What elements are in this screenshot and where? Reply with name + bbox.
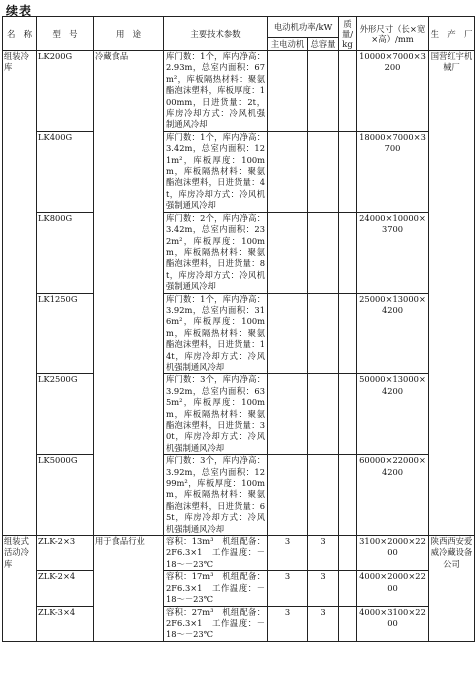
header-power: 电动机功率/kW [268, 17, 339, 38]
mass-cell [339, 606, 357, 641]
power-main-cell [268, 131, 308, 212]
params-cell: 容积：27m³ 机组配备：2F6.3×1 工作温度：－18～－23℃ [164, 606, 268, 641]
table-row [3, 51, 475, 132]
group2-maker: 陕西西安爱威冷藏设备公司 [429, 536, 475, 642]
dims-cell: 60000×22000×4200 [357, 455, 429, 536]
model-cell: ZLK-2×3 [37, 536, 94, 571]
power-main-cell [268, 51, 308, 132]
power-total-cell: 3 [308, 606, 339, 641]
table-row [3, 293, 475, 374]
mass-cell [339, 571, 357, 606]
power-total-cell [308, 293, 339, 374]
params-cell: 容积：13m³ 机组配备：2F6.3×1 工作温度：－18～－23℃ [164, 536, 268, 571]
table-row [3, 536, 475, 571]
dims-cell: 18000×7000×3700 [357, 131, 429, 212]
power-main-cell [268, 212, 308, 293]
mass-cell [339, 293, 357, 374]
model-cell: LK800G [37, 212, 94, 293]
continued-label: 续表 [6, 4, 33, 18]
group1-use: 冷藏食品 [94, 51, 164, 536]
header-model: 型 号 [37, 17, 94, 51]
power-total-cell [308, 51, 339, 132]
group1-name: 组装冷库 [3, 51, 37, 536]
power-total-cell [308, 212, 339, 293]
mass-cell [339, 374, 357, 455]
params-cell: 库门数：1个，库内净高：3.92m，总室内面积：316m²，库板厚度：100mm，库板隔热材料：聚氨酯泡沫塑料，日进货量：14t，库房冷却方式：冷风机强制通风冷却 [164, 293, 268, 374]
header-maker: 生 产 厂 [429, 17, 475, 51]
group2-use: 用于食品行业 [94, 536, 164, 642]
params-cell: 容积：17m³ 机组配备：2F6.3×1 工作温度：－18～－23℃ [164, 571, 268, 606]
table-row [3, 455, 475, 536]
power-main-cell [268, 293, 308, 374]
params-cell: 库门数：1个，库内净高：2.93m，总室内面积：67m²，库板隔热材料：聚氨酯泡沫塑料，库板厚度：100mm，日进货量：2t，库房冷却方式：冷风机强制通风冷却 [164, 51, 268, 132]
dims-cell: 3100×2000×2200 [357, 536, 429, 571]
power-total-cell: 3 [308, 571, 339, 606]
dims-cell: 24000×10000×3700 [357, 212, 429, 293]
header-name: 名 称 [3, 17, 37, 51]
params-cell: 库门数：2个，库内净高：3.42m，总室内面积：232m²，库板厚度：100mm，库板隔热材料：聚氨酯泡沫塑料，日进货量：8t，库房冷却方式：冷风机强制通风冷却 [164, 212, 268, 293]
model-cell: LK5000G [37, 455, 94, 536]
model-cell: LK400G [37, 131, 94, 212]
model-cell: ZLK-2×4 [37, 571, 94, 606]
table-row [3, 571, 475, 606]
header-params: 主要技术参数 [164, 17, 268, 51]
power-total-cell [308, 131, 339, 212]
mass-cell [339, 51, 357, 132]
dims-cell: 50000×13000×4200 [357, 374, 429, 455]
table-row [3, 212, 475, 293]
params-cell: 库门数：1个，库内净高：3.42m，总室内面积：121m²，库板厚度：100mm，库板隔热材料：聚氨酯泡沫塑料，日进货量：4t，库房冷却方式：冷风机强制通风冷却 [164, 131, 268, 212]
power-total-cell [308, 455, 339, 536]
mass-cell [339, 536, 357, 571]
model-cell: LK200G [37, 51, 94, 132]
model-cell: LK2500G [37, 374, 94, 455]
dims-cell: 4000×3100×2200 [357, 606, 429, 641]
power-main-cell [268, 374, 308, 455]
params-cell: 库门数：3个，库内净高：3.92m，总室内面积：635m²，库板厚度：100mm，库板隔热材料：聚氨酯泡沫塑料，日进货量：30t，库房冷却方式：冷风机强制通风冷却 [164, 374, 268, 455]
power-main-cell: 3 [268, 571, 308, 606]
dims-cell: 10000×7000×3200 [357, 51, 429, 132]
mass-cell [339, 455, 357, 536]
dims-cell: 4000×2000×2200 [357, 571, 429, 606]
table-row [3, 374, 475, 455]
header-use: 用 途 [94, 17, 164, 51]
group1-maker: 国营红宇机械厂 [429, 51, 475, 536]
power-main-cell: 3 [268, 536, 308, 571]
power-total-cell [308, 374, 339, 455]
model-cell: ZLK-3×4 [37, 606, 94, 641]
table-row [3, 131, 475, 212]
params-cell: 库门数：3个，库内净高：3.92m，总室内面积：1299m²，库板厚度：100mm，库板隔热材料：聚氨酯泡沫塑料，日进货量：65t，库房冷却方式：冷风机强制通风冷却 [164, 455, 268, 536]
mass-cell [339, 131, 357, 212]
power-total-cell: 3 [308, 536, 339, 571]
dims-cell: 25000×13000×4200 [357, 293, 429, 374]
table-row [3, 606, 475, 641]
header-power-main: 主电动机 [268, 38, 308, 51]
group2-name: 组装式活动冷库 [3, 536, 37, 642]
header-power-total: 总容量 [308, 38, 339, 51]
header-dims: 外形尺寸（长×宽×高）/mm [357, 17, 429, 51]
power-main-cell [268, 455, 308, 536]
model-cell: LK1250G [37, 293, 94, 374]
mass-cell [339, 212, 357, 293]
spec-table [2, 16, 475, 642]
header-mass: 质量/kg [339, 17, 357, 51]
power-main-cell: 3 [268, 606, 308, 641]
